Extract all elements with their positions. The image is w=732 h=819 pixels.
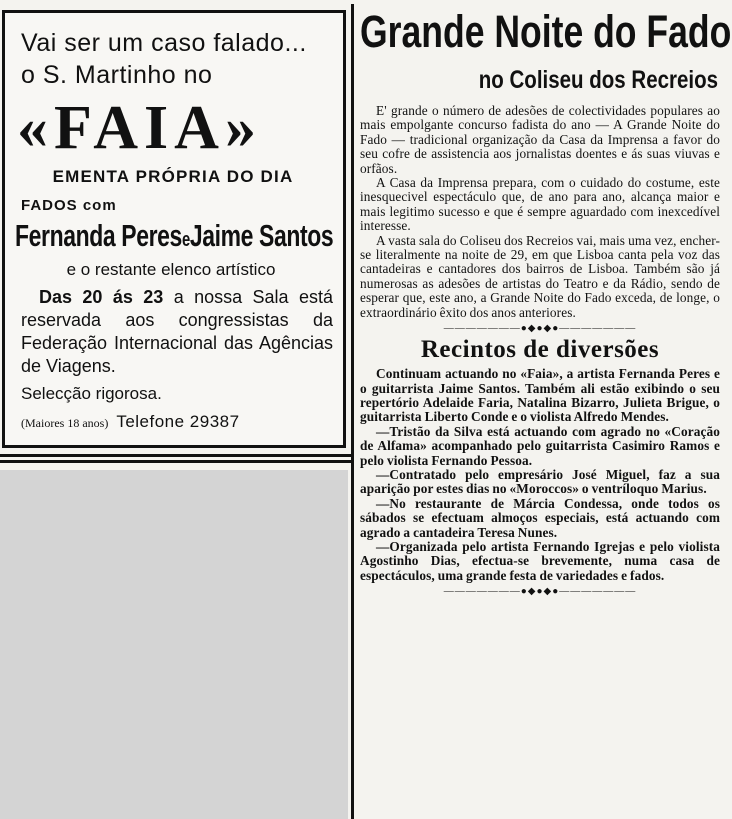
blank-grey-area (0, 470, 348, 819)
article-paragraph: —Organizada pelo artista Fernando Igrejas e pelo violista Agostinho Dias, efectua-se brevemente, numa casa de espectáculos, uma grande festa de variedades e fados. (360, 538, 720, 583)
ornament-divider: ———————●◆●◆●——————— (443, 323, 637, 335)
section-title: Recintos de diversões (420, 336, 660, 364)
ad-fados-with: FADOS com (21, 197, 117, 214)
ad-artists (15, 216, 334, 260)
faia-advertisement (2, 10, 346, 448)
ad-subheadline: o S. Martinho no (21, 61, 213, 89)
ad-reserved-body: a nossa Sala está reservada aos congressistas da Federação Internacional das Agências de Viagens. (21, 287, 333, 376)
ad-reservation-text (21, 286, 333, 378)
horizontal-rule (0, 460, 354, 463)
article-paragraph: E' grande o número de adesões de colectividades populares ao mais empolgante concurso fadista do ano — A Grande Noite do Fado — tradicional organização da Casa da Imprensa a favor do seu cofre de assistencia aos jornalistas doentes e ás suas viuvas e orfãos. (360, 103, 720, 176)
ad-menu-line: EMENTA PRÓPRIA DO DIA (52, 167, 294, 186)
column-divider (351, 4, 354, 819)
ad-artist-1: Fernanda Peres (15, 218, 182, 253)
article-paragraph: Continuam actuando no «Faia», a artista Fernanda Peres e o guitarrista Jaime Santos. Também ali estão exibindo o seu repertório Adelaide Faria, Natalina Bizarro, Julieta Brigue, o guitarrista Liberto Conde e o violista Alfredo Mendes. (360, 366, 720, 425)
article-paragraph: —Contratado pelo empresário José Miguel, faz a sua aparição por estes dias no «Moroccos» o ventríloquo Marius. (360, 466, 720, 497)
right-column (360, 4, 732, 598)
ad-hours: Das 20 ás 23 (39, 287, 164, 307)
article-paragraph: A vasta sala do Coliseu dos Recreios vai, mais uma vez, encher-se literalmente na noite de 29, em que Lisboa canta pela voz das cantadeiras e cantadores dos bairros de Lisboa. Também são já numerosas as adesões de artistas do Teatro e da Rádio, sendo de esperar que, este ano, a Grande Noite do Fado exceda, de longe, o extraordinário êxito dos anos anteriores. (360, 232, 720, 320)
ad-venue-name: «FAIA» (17, 94, 262, 162)
ad-selection: Selecção rigorosa. (21, 384, 162, 403)
horizontal-rule (0, 454, 354, 457)
ad-footer (21, 412, 333, 432)
ornament-divider-bottom: ———————●◆●◆●——————— (443, 586, 637, 598)
ad-cast-line: e o restante elenco artístico (66, 260, 276, 279)
article-paragraph: —No restaurante de Márcia Condessa, onde todos os sábados se efectuam almoços especiais, está actuando com agrado a cantadeira Teresa Nunes. (360, 495, 720, 540)
ad-headline: Vai ser um caso falado... (21, 29, 307, 57)
ad-artist-connector: e (181, 229, 190, 251)
ad-phone: Telefone 29387 (116, 412, 240, 431)
article-title: Grande Noite do Fado (360, 6, 732, 57)
article-paragraph: —Tristão da Silva está actuando com agrado no «Coração de Alfama» acompanhado pelo guitarrista Casimiro Ramos e pelo violista Fernando Pessoa. (360, 423, 720, 468)
article-paragraph: A Casa da Imprensa prepara, com o cuidado do costume, este inesquecivel espectáculo que, de ano para ano, alcança maior e mais legitimo sucesso e que é sempre aguardado com inexcedível interesse. (360, 175, 720, 234)
ad-artist-2: Jaime Santos (189, 218, 334, 253)
article-subtitle: no Coliseu dos Recreios (478, 66, 718, 94)
ad-age-limit: (Maiores 18 anos) (21, 416, 109, 430)
